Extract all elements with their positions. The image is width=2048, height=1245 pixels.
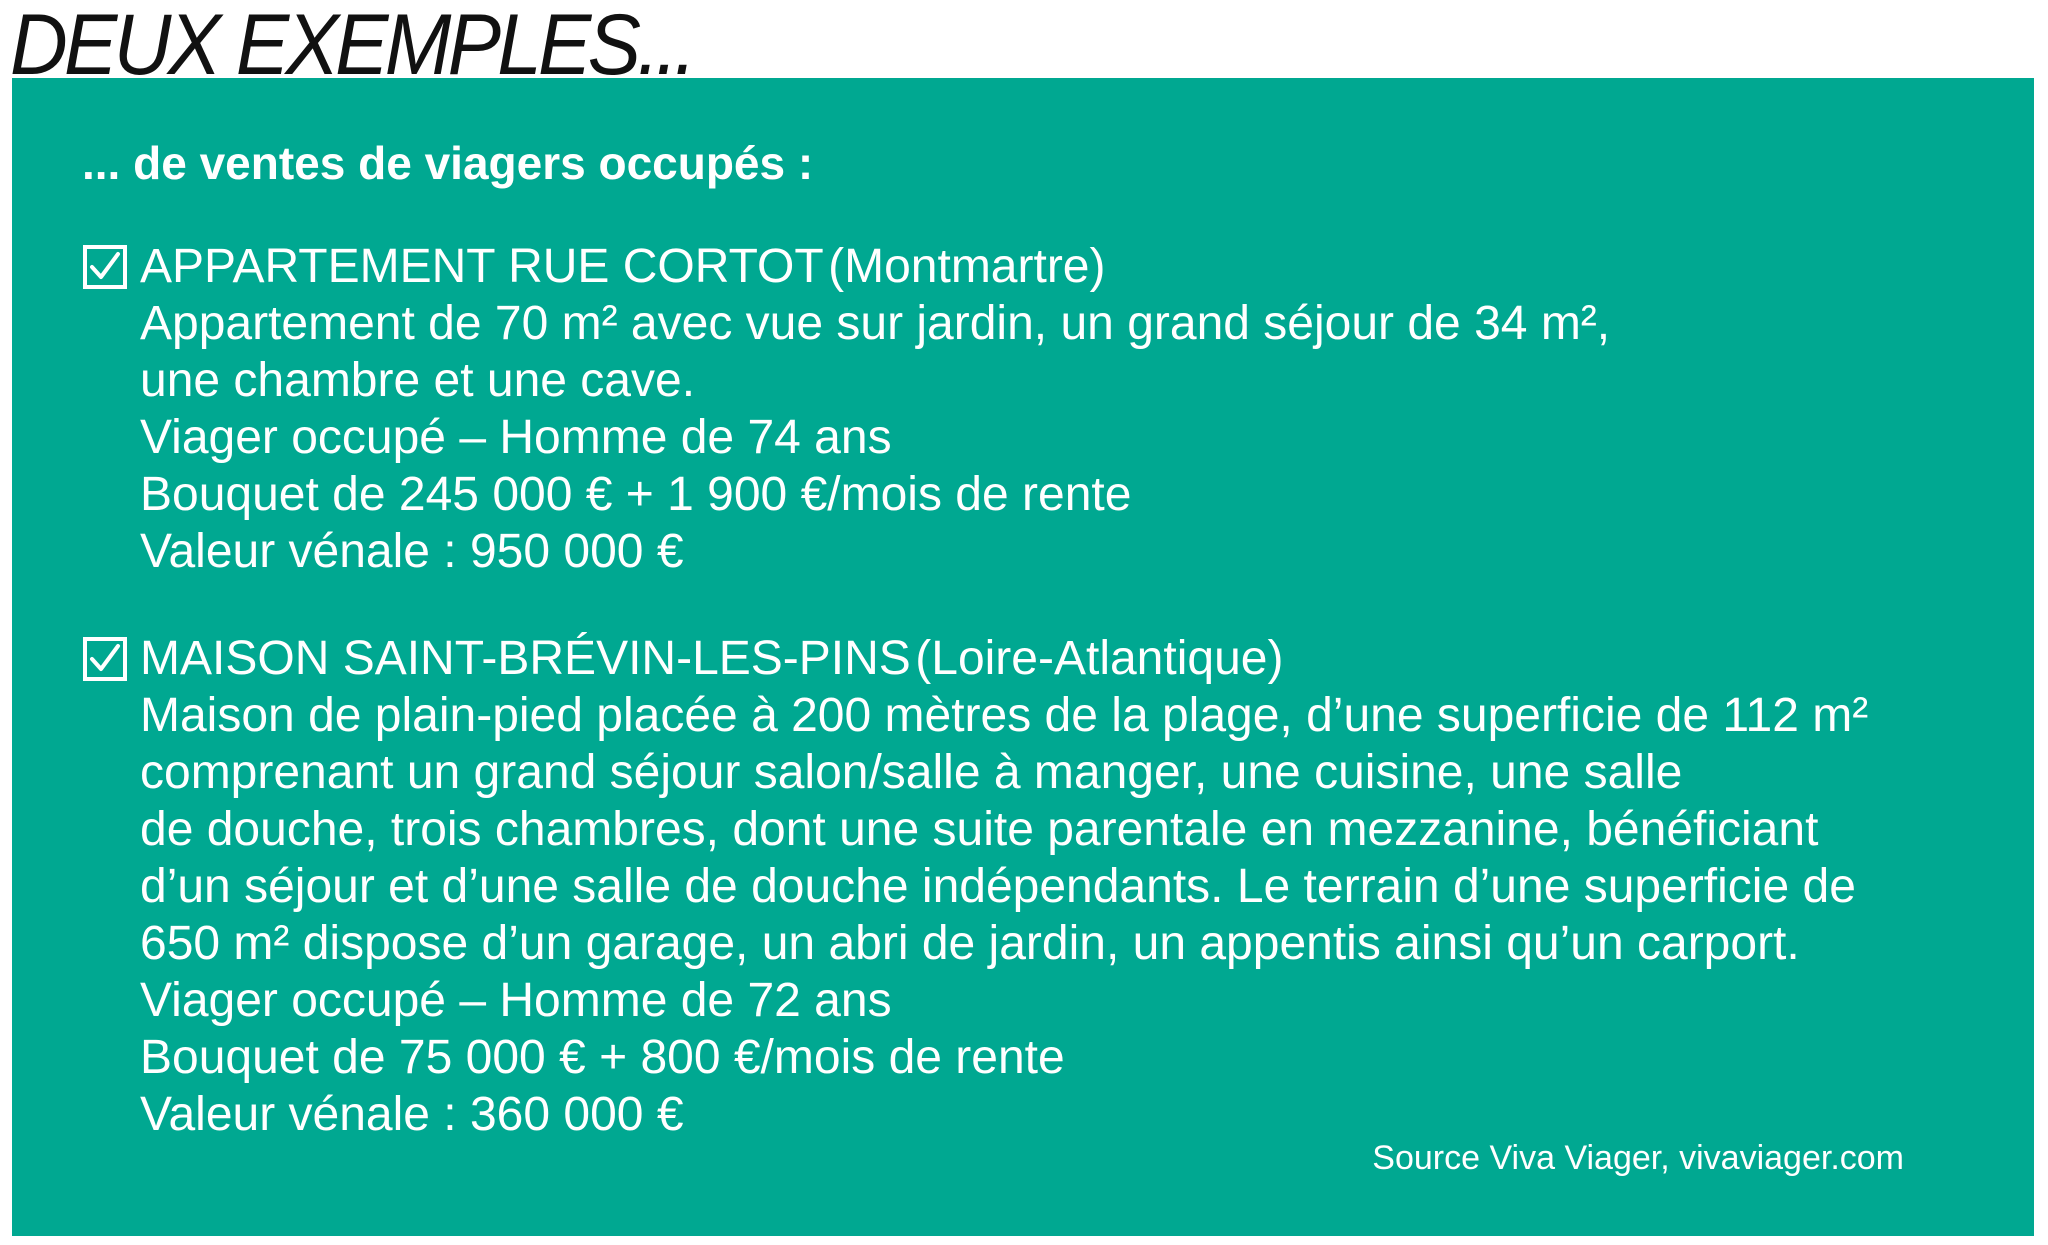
listing-line: Valeur vénale : 360 000 € xyxy=(140,1088,684,1141)
checked-box-icon xyxy=(82,636,128,682)
source-credit: Source Viva Viager, vivaviager.com xyxy=(1372,1139,1904,1177)
listing-header xyxy=(82,630,1868,687)
listing-apartment xyxy=(82,238,1610,580)
examples-panel xyxy=(12,78,2034,1236)
listing-line: Bouquet de 75 000 € + 800 €/mois de rente xyxy=(140,1031,1065,1084)
listing-line: Viager occupé – Homme de 72 ans xyxy=(140,974,892,1027)
listing-line: 650 m² dispose d’un garage, un abri de jardin, un appentis ainsi qu’un carport. xyxy=(140,917,1800,970)
listing-line: comprenant un grand séjour salon/salle à manger, une cuisine, une salle xyxy=(140,746,1683,799)
listing-location: (Loire-Atlantique) xyxy=(915,632,1284,685)
listing-description xyxy=(82,295,1610,580)
listing-title: APPARTEMENT RUE CORTOT xyxy=(140,240,824,293)
checked-box-icon xyxy=(82,244,128,290)
listing-line: Maison de plain-pied placée à 200 mètres de la plage, d’une superficie de 112 m² xyxy=(140,689,1869,742)
listing-header xyxy=(82,238,1610,295)
listing-line: Bouquet de 245 000 € + 1 900 €/mois de rente xyxy=(140,468,1132,521)
listing-line: d’un séjour et d’une salle de douche indépendants. Le terrain d’une superficie de xyxy=(140,860,1856,913)
listing-description xyxy=(82,687,1868,1143)
listing-title: MAISON SAINT-BRÉVIN-LES-PINS xyxy=(140,632,911,685)
listing-location: (Montmartre) xyxy=(828,240,1106,293)
listing-house xyxy=(82,630,1868,1143)
intro-text: ... de ventes de viagers occupés : xyxy=(82,137,814,189)
listing-line: Valeur vénale : 950 000 € xyxy=(140,525,684,578)
listing-line: de douche, trois chambres, dont une suite parentale en mezzanine, bénéficiant xyxy=(140,803,1819,856)
listing-line: Viager occupé – Homme de 74 ans xyxy=(140,411,892,464)
headline: DEUX EXEMPLES... xyxy=(10,0,693,93)
listing-line: une chambre et une cave. xyxy=(140,354,696,407)
listing-line: Appartement de 70 m² avec vue sur jardin, un grand séjour de 34 m², xyxy=(140,297,1611,350)
